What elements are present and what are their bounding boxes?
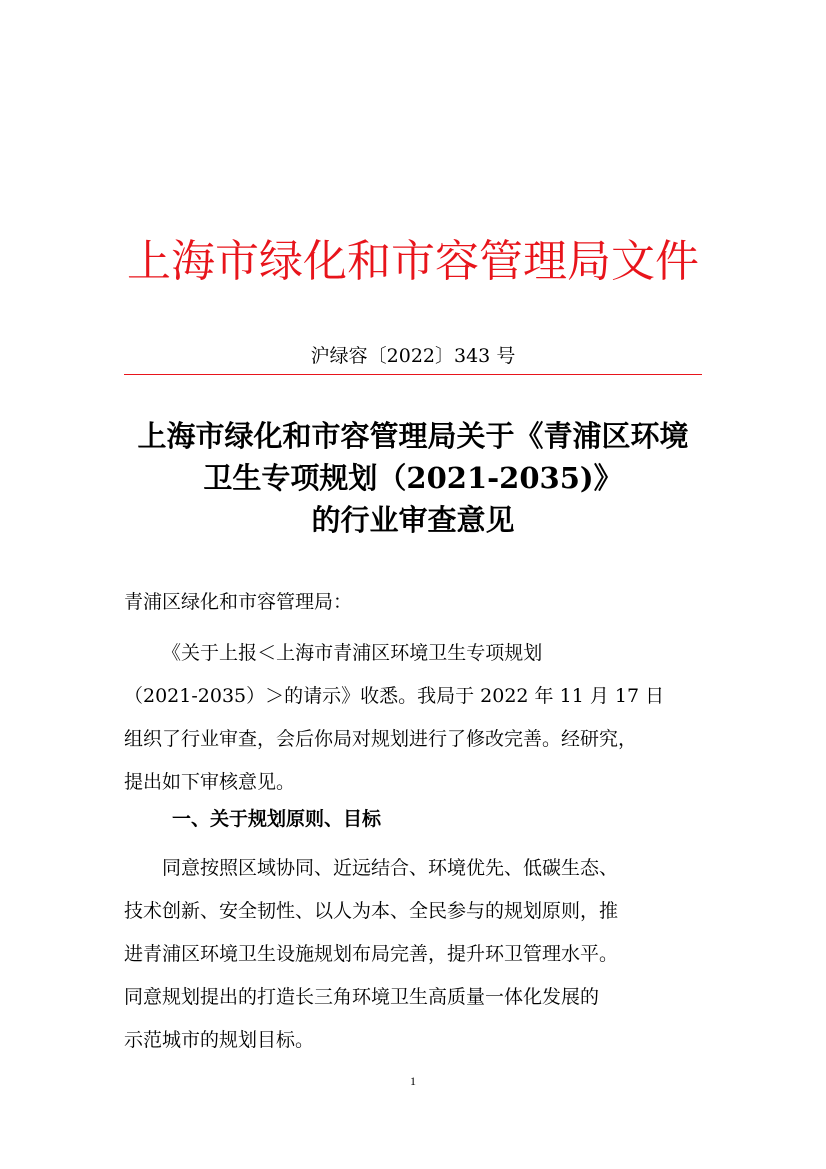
salutation: 青浦区绿化和市容管理局： bbox=[124, 591, 353, 613]
title-line: 的行业审查意见 bbox=[311, 503, 515, 537]
paragraph-line: 示范城市的规划目标。 bbox=[124, 1029, 315, 1051]
document-masthead: 上海市绿化和市容管理局文件 bbox=[127, 236, 699, 287]
paragraph-line: 进青浦区环境卫生设施规划布局完善，提升环卫管理水平。 bbox=[124, 943, 619, 965]
red-separator-line bbox=[124, 374, 702, 375]
paragraph-line: 技术创新、安全韧性、以人为本、全民参与的规划原则，推 bbox=[124, 900, 619, 922]
paragraph-line: 提出如下审核意见。 bbox=[124, 771, 296, 793]
document-number: 沪绿容〔2022〕343 号 bbox=[310, 345, 516, 367]
paragraph-planning-principles bbox=[124, 847, 702, 1062]
document-title bbox=[110, 415, 716, 541]
paragraph-line: 《关于上报＜上海市青浦区环境卫生专项规划 bbox=[162, 642, 543, 664]
paragraph-line: （2021-2035）＞的请示》收悉。我局于 2022 年 11 月 17 日 bbox=[124, 685, 665, 707]
paragraph-line: 组织了行业审查，会后你局对规划进行了修改完善。经研究， bbox=[124, 728, 638, 750]
paragraph-line: 同意规划提出的打造长三角环境卫生高质量一体化发展的 bbox=[124, 986, 600, 1008]
page-number: 1 bbox=[410, 1074, 416, 1088]
title-line: 上海市绿化和市容管理局关于《青浦区环境 bbox=[137, 419, 689, 453]
section-heading-1: 一、关于规划原则、目标 bbox=[172, 808, 382, 830]
paragraph-request-receipt bbox=[124, 632, 702, 804]
paragraph-line: 同意按照区域协同、近远结合、环境优先、低碳生态、 bbox=[162, 857, 619, 879]
title-line: 卫生专项规划（2021-2035)》 bbox=[203, 461, 623, 495]
